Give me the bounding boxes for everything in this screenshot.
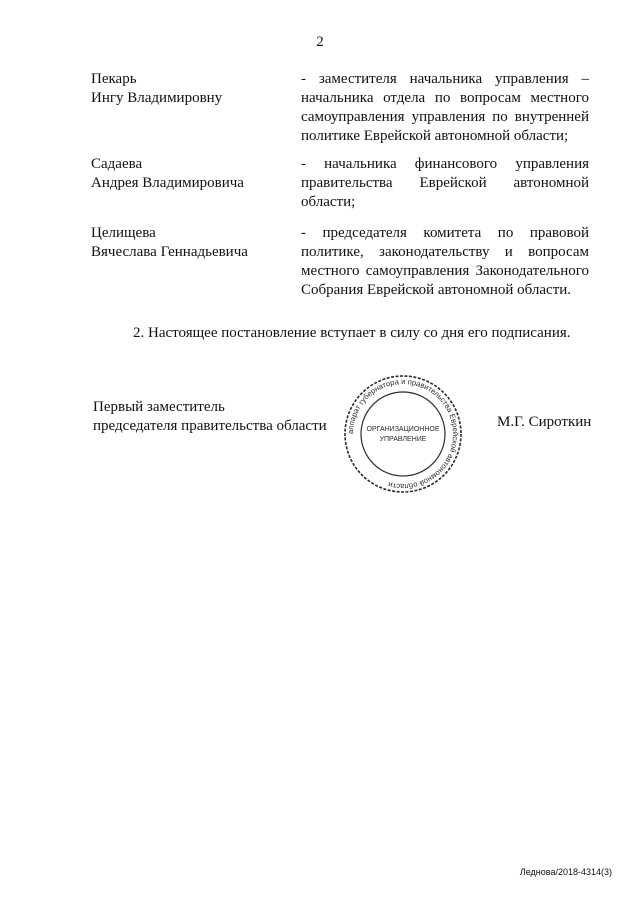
stamp-outer-text: аппарат губернатора и правительства Еврейской автономной области: [345, 376, 461, 492]
signatory-name: М.Г. Сироткин: [497, 414, 592, 430]
member-given-names: Андрея Владимировича: [91, 175, 244, 191]
member-name: [91, 224, 281, 262]
document-code: Леднова/2018-4314(3): [519, 867, 612, 877]
member-surname: Пекарь: [91, 71, 137, 87]
member-given-names: Вячеслава Геннадьевича: [91, 244, 248, 260]
effective-date-paragraph: 2. Настоящее постановление вступает в силу со дня его подписания.: [133, 325, 571, 341]
member-surname: Целищева: [91, 225, 156, 241]
member-role: - председателя комитета по правовой политике, законодательству и вопросам местного самоуправления Законодательного Собрания Еврейской автономной области.: [301, 225, 589, 298]
member-role: - начальника финансового управления правительства Еврейской автономной области;: [301, 156, 589, 210]
stamp-inner-line1: ОРГАНИЗАЦИОННОЕ: [366, 426, 440, 433]
signatory-title: [93, 398, 327, 436]
svg-text:аппарат губернатора и правител: [346, 377, 460, 491]
signatory-title-line2: председателя правительства области: [93, 418, 327, 434]
official-stamp: [340, 374, 466, 494]
page-number: 2: [316, 34, 324, 50]
stamp-inner-line2: УПРАВЛЕНИЕ: [379, 436, 427, 443]
signatory-title-line1: Первый заместитель: [93, 399, 225, 415]
member-given-names: Ингу Владимировну: [91, 90, 223, 106]
member-name: [91, 155, 281, 193]
member-surname: Садаева: [91, 156, 143, 172]
member-role: - заместителя начальника управления – начальника отдела по вопросам местного самоуправления управления по внутренней политике Еврейской автономной области;: [301, 71, 589, 144]
member-name: [91, 70, 281, 108]
